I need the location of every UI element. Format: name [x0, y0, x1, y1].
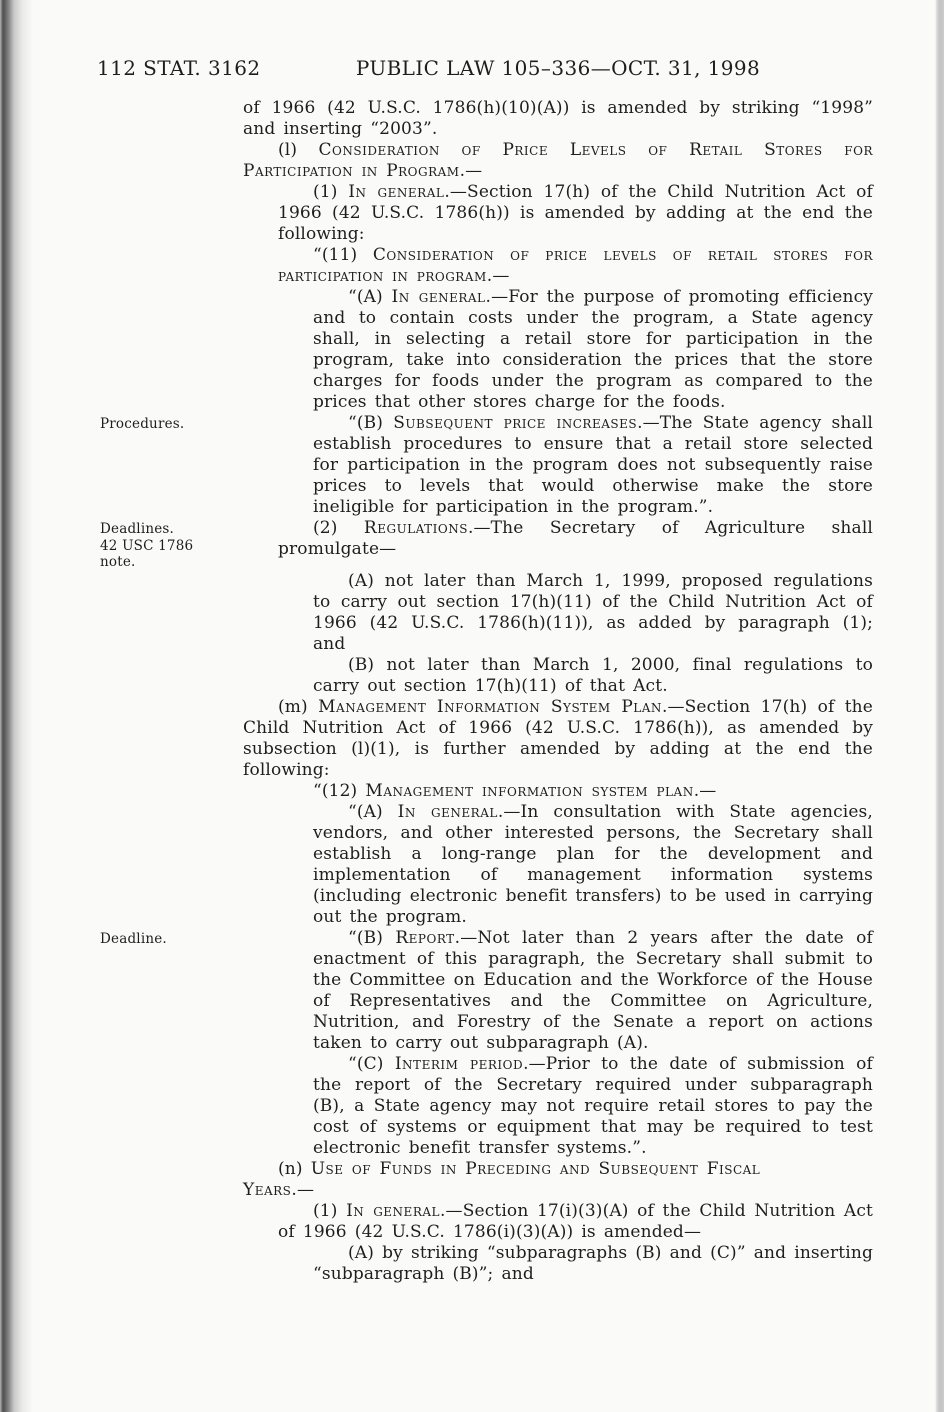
text-run: “(A)	[348, 801, 398, 822]
text-run: “(C)	[348, 1053, 395, 1074]
margin-note	[100, 781, 243, 802]
small-caps-run: Report	[395, 927, 455, 948]
margin-note	[100, 1054, 243, 1159]
text-run: “(A)	[348, 287, 392, 307]
quoted-12-C	[313, 1054, 873, 1159]
para-l-2-regulations	[278, 518, 873, 571]
paragraph-row	[100, 571, 873, 655]
paragraph-row	[100, 1054, 873, 1159]
margin-note	[100, 518, 243, 571]
para-n-1-A	[313, 1243, 873, 1285]
margin-note	[100, 98, 243, 140]
text-run: of 1966 (42 U.S.C. 1786(h)(10)(A)) is amended by striking “1998” and inserting “2003”.	[243, 98, 873, 139]
paragraph-row	[100, 802, 873, 928]
text-run: (B) not later than March 1, 2000, final regulations to carry out section 17(h)(11) of that Act.	[313, 654, 873, 696]
text-run: “(B)	[348, 927, 396, 948]
para-n-1-in-general	[278, 1201, 873, 1243]
margin-note	[100, 413, 243, 518]
text-run: .—	[291, 1179, 315, 1200]
quoted-11-B	[313, 413, 873, 518]
subsec-l	[243, 140, 873, 182]
text-run: (l)	[278, 140, 319, 160]
text-run: .—Section 17(h) of the Child Nutrition Act of 1966 (42 U.S.C. 1786(h)) is amended by adding at the end the following:	[278, 182, 873, 244]
paragraph-row	[100, 1159, 873, 1201]
text-run: (A) by striking “subparagraphs (B) and (C)” and inserting “subparagraph (B)”; and	[313, 1242, 873, 1284]
paragraph-row	[100, 413, 873, 518]
paragraph-row	[100, 287, 873, 413]
text-run: .—The State agency shall establish procedures to ensure that a retail store selected for participation in the program does not subsequently raise prices to levels that would otherwise make the store ineligible for participation in the program.”.	[313, 413, 873, 517]
small-caps-run: Interim period	[394, 1053, 524, 1074]
para-l-2-A	[313, 571, 873, 655]
text-run: (A) not later than March 1, 1999, proposed regulations to carry out section 17(h)(11) of the Child Nutrition Act of 1966 (42 U.S.C. 1786(h)(11)), as added by paragraph (1); and	[313, 570, 873, 654]
margin-note	[100, 1201, 243, 1243]
stat-citation: 112 STAT. 3162	[97, 56, 261, 80]
page-right-edge-strip	[935, 0, 944, 1412]
text-run: (2)	[313, 518, 364, 538]
margin-note	[100, 1243, 243, 1285]
small-caps-run: Management information system plan	[365, 780, 694, 801]
text-run: .—	[486, 266, 510, 286]
paragraph-row	[100, 182, 873, 245]
small-caps-run: Consideration of price levels of retail stores for participation in program	[278, 245, 873, 286]
quoted-12-heading	[278, 781, 873, 802]
text-run: .—Section 17(h) of the Child Nutrition Act of 1966 (42 U.S.C. 1786(h)), as amended by subsection (l)(1), is further amended by adding at the end the following:	[243, 696, 873, 780]
text-run: “(12)	[313, 780, 366, 801]
margin-note	[100, 928, 243, 1054]
text-run: .—Section 17(i)(3)(A) of the Child Nutrition Act of 1966 (42 U.S.C. 1786(i)(3)(A)) is amended—	[278, 1200, 873, 1242]
statute-body	[100, 98, 873, 1285]
text-run: “(B)	[348, 413, 394, 433]
text-run: .—For the purpose of promoting efficiency and to contain costs under the program, a State agency shall, in selecting a retail store for participation in the program, take into consideration the prices that the store charges for foods under the program as compared to the prices that other stores charge for the foods.	[313, 287, 873, 412]
page-header	[97, 56, 873, 80]
margin-note	[100, 182, 243, 245]
small-caps-run: Subsequent price increases	[393, 413, 638, 433]
margin-note	[100, 655, 243, 697]
paragraph-row	[100, 98, 873, 140]
para-l-1-in-general	[278, 182, 873, 245]
margin-note	[100, 287, 243, 413]
margin-note	[100, 571, 243, 655]
subsec-m	[243, 697, 873, 781]
margin-note-line: Deadline.	[100, 930, 167, 947]
margin-note	[100, 802, 243, 928]
subsec-n	[243, 1159, 873, 1201]
continuation-of-1966	[243, 98, 873, 140]
text-run: .—	[459, 161, 483, 181]
small-caps-run: Use of Funds in Preceding and Subsequent Fiscal	[310, 1158, 761, 1179]
margin-note-line: 42 USC 1786	[100, 537, 194, 554]
text-run: (1)	[313, 182, 349, 202]
margin-note-line: Deadlines.	[100, 521, 175, 537]
quoted-11-heading	[278, 245, 873, 287]
margin-note	[100, 245, 243, 287]
margin-note	[100, 140, 243, 182]
margin-note-line: Procedures.	[100, 416, 185, 432]
text-run: (m)	[278, 696, 319, 717]
margin-note	[100, 697, 243, 781]
paragraph-row	[100, 245, 873, 287]
text-run: .—Not later than 2 years after the date of enactment of this paragraph, the Secretary shall submit to the Committee on Education and the Workforce of the House of Representatives and the Committee on Agriculture, Nutrition, and Forestry of the Senate a report on actions taken to carry out subparagraph (A).	[313, 927, 873, 1053]
small-caps-run: Regulations	[363, 518, 468, 538]
paragraph-row	[100, 518, 873, 571]
paragraph-row	[100, 655, 873, 697]
quoted-11-A	[313, 287, 873, 413]
law-citation: PUBLIC LAW 105–336—OCT. 31, 1998	[355, 56, 761, 80]
para-l-2-B	[313, 655, 873, 697]
page-left-edge-shadow	[0, 0, 34, 1412]
paragraph-row	[100, 781, 873, 802]
small-caps-run: Years	[243, 1179, 292, 1200]
small-caps-run: In general	[346, 1200, 440, 1221]
text-run: .—In consultation with State agencies, vendors, and other interested persons, the Secretary shall establish a long-range plan for the development and implementation of management information systems (including electronic benefit transfers) to be used in carrying out the program.	[313, 801, 873, 927]
paragraph-row	[100, 1201, 873, 1243]
text-run: “(11)	[313, 245, 373, 265]
text-run: .—Prior to the date of submission of the report of the Secretary required under subparagraph (B), a State agency may not require retail stores to pay the cost of systems or equipment that may be required to test electronic benefit transfer systems.”.	[313, 1053, 873, 1158]
margin-note-line: note.	[100, 554, 136, 570]
small-caps-run: Management Information System Plan	[318, 696, 662, 717]
quoted-12-B	[313, 928, 873, 1054]
small-caps-run: In general	[397, 801, 498, 822]
small-caps-run: In general	[348, 182, 445, 202]
paragraph-row	[100, 697, 873, 781]
text-run: .—	[693, 780, 717, 801]
text-run: .—The Secretary of Agriculture shall promulgate—	[278, 518, 873, 559]
paragraph-row	[100, 928, 873, 1054]
paragraph-row	[100, 1243, 873, 1285]
small-caps-run: In general	[391, 287, 486, 307]
margin-note	[100, 1159, 243, 1201]
text-run: (1)	[313, 1200, 347, 1221]
paragraph-row	[100, 140, 873, 182]
text-run: (n)	[278, 1158, 311, 1179]
quoted-12-A	[313, 802, 873, 928]
small-caps-run: Consideration of Price Levels of Retail Stores for Participation in Program	[243, 140, 873, 181]
